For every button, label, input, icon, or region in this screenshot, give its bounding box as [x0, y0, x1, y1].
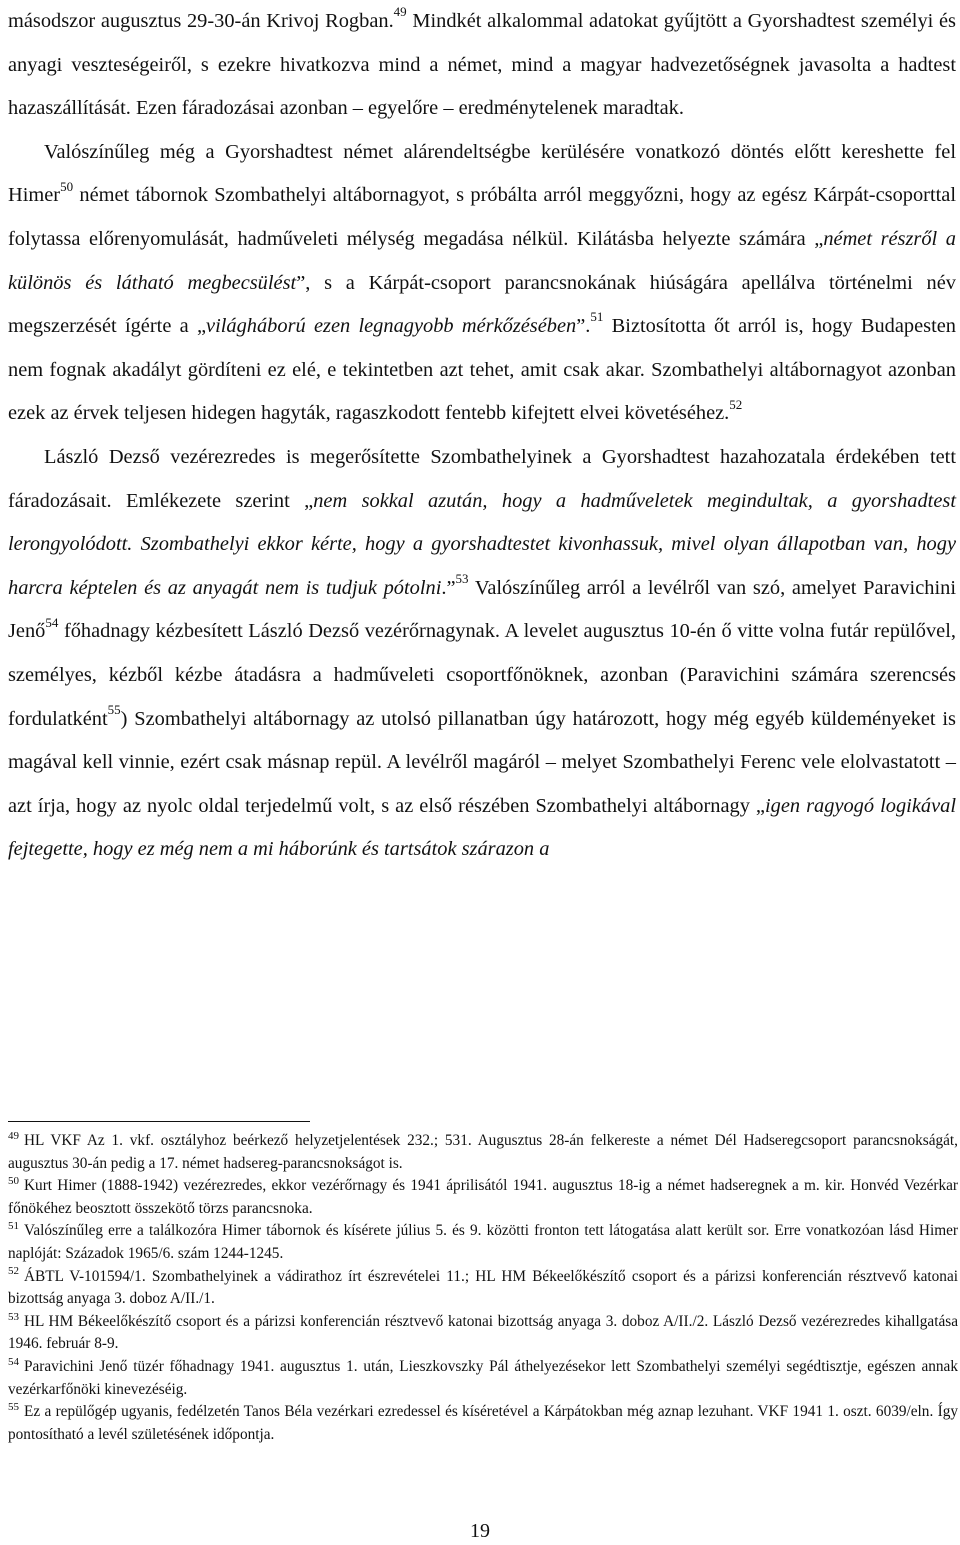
- footnote-text: HL VKF Az 1. vkf. osztályhoz beérkező helyzetjelentések 232.; 531. Augusztus 28-án felkereste a német Dél Hadseregcsoport parancsnokságát, augusztus 30-án pedig a 17. német hadsereg-parancsnokságot is.: [8, 1132, 958, 1172]
- quote-italic: német részről a különös és látható megbecsülést: [8, 227, 956, 294]
- footnote-text: ÁBTL V-101594/1. Szombathelyinek a vádirathoz írt észrevételei 11.; HL HM Békeelőkészítő csoport és a párizsi konferencián résztvevő katonai bizottság anyaga 3. doboz A/II./1.: [8, 1267, 958, 1308]
- quote-italic: nem sokkal azután, hogy a hadműveletek megindultak, a gyorshadtest lerongyolódott. Szombathelyi ekkor kérte, hogy a gyorshadtestet kivonhassuk, mivel olyan állapotban van, hogy harcra képtelen és az anyagát nem is tudjuk pótolni: [8, 489, 956, 599]
- footnote-ref: 54: [45, 614, 59, 630]
- text-run: főhadnagy kézbesített László Dezső vezérőrnagynak. A levelet augusztus 10-én ő vitte volna futár repülővel, személyes, kézből kézbe átadásra a hadműveleti csoportfőnöknek, azonban (Paravichini számára szerencsés fordulatként: [8, 620, 956, 730]
- text-run: ”.: [576, 315, 591, 338]
- footnote-text: Valószínűleg erre a találkozóra Himer tábornok és kísérete július 5. és 9. közötti fronton tett látogatása alatt került sor. Erre vonatkozóan lásd Himer naplóját: Századok 1965/6. szám 1244-1245.: [8, 1222, 958, 1262]
- text-run: László Dezső vezérezredes is megerősítette Szombathelyinek a Gyorshadtest hazahozatala érdekében tett fáradozásait. Emlékezete szerint „: [8, 445, 956, 512]
- text-run: német tábornok Szombathelyi altábornagyot, s próbálta arról meggyőzni, hogy az egész Kárpát-csoporttal folytassa előrenyomulását, hadműveleti mélység megadása nélkül. Kilátásba helyezte számára „: [8, 184, 956, 250]
- quote-italic: igen ragyogó logikával fejtegette, hogy ez még nem a mi háborúnk és tartsátok szárazon a: [8, 794, 956, 861]
- page: [8, 0, 956, 872]
- paragraph: [8, 0, 956, 131]
- footnote-text: Ez a repülőgép ugyanis, fedélzetén Tanos Béla vezérkari ezredessel és kíséretével a Kárpátokban még aznap lezuhant. VKF 1941 1. oszt. 6039/eln. Így pontosítható a levél születésének időpontja.: [8, 1403, 958, 1443]
- text-run: másodszor augusztus 29-30-án Krivoj Rogban.: [8, 10, 394, 32]
- footnote: [8, 1220, 958, 1265]
- footnote-number: 55: [8, 1401, 19, 1414]
- footnote: [8, 1401, 958, 1446]
- quote-italic: világháború ezen legnagyobb mérkőzésében: [206, 315, 577, 338]
- text-run: ) Szombathelyi altábornagy az utolsó pillanatban úgy határozott, hogy még egyéb küldeményeket is magával kell vinnie, ezért csak másnap repül. A levélről magáról – melyet Szombathelyi Ferenc vele elolvastatott – azt írja, hogy az nyolc oldal terjedelmű volt, s az első részében Szombathelyi altábornagy „: [8, 707, 956, 817]
- text-run: ”, s a Kárpát-csoport parancsnokának hiúságára apellálva történelmi név megszerzését ígérte a „: [8, 271, 956, 338]
- text-run: .”: [441, 576, 456, 599]
- text-run: Valószínűleg még a Gyorshadtest német alárendeltségbe kerülésére vonatkozó döntés előtt kereshette fel Himer: [8, 140, 956, 207]
- text-run: Mindkét alkalommal adatokat gyűjtött a Gyorshadtest személyi és anyagi veszteségeiről, s ezekre hivatkozva mind a német, mind a magyar hadvezetőségnek javasolta a hadtest hazaszállítását. Ezen fáradozásai azonban – egyelőre – eredménytelenek maradtak.: [8, 10, 956, 120]
- page-number: 19: [470, 1520, 490, 1542]
- footnote-ref: 55: [107, 701, 121, 717]
- footnote: [8, 1130, 958, 1175]
- text-run: Valószínűleg arról a levélről van szó, amelyet Paravichini Jenő: [8, 576, 956, 643]
- footnote: [8, 1356, 958, 1401]
- footnote-text: Paravichini Jenő tüzér főhadnagy 1941. augusztus 1. után, Lieszkovszky Pál áthelyezésekor lett Szombathelyi személyi segédtisztje, egészen annak vezérkarfőnöki kinevezéséig.: [8, 1357, 958, 1398]
- footnote: [8, 1175, 958, 1220]
- footnote-ref: 49: [393, 4, 407, 20]
- footnote-number: 53: [8, 1310, 19, 1323]
- body-text: [8, 0, 956, 872]
- footnote-ref: 50: [60, 178, 74, 194]
- footnote-number: 50: [8, 1175, 19, 1188]
- footnote-number: 49: [8, 1129, 19, 1142]
- paragraph: [8, 436, 956, 872]
- footnote: [8, 1311, 958, 1356]
- footnote-ref: 51: [590, 309, 604, 325]
- footnote-ref: 52: [729, 396, 743, 412]
- footnotes: [8, 1130, 958, 1446]
- footnote-number: 52: [8, 1265, 19, 1278]
- paragraph: [8, 131, 956, 436]
- footnote-separator: [8, 1121, 310, 1122]
- footnote-ref: 53: [455, 570, 469, 586]
- footnote-text: HL HM Békeelőkészítő csoport és a párizsi konferencián résztvevő katonai bizottság anyaga 3. doboz A/II./2. László Dezső vezérezredes kihallgatása 1946. február 8-9.: [8, 1312, 958, 1353]
- footnote: [8, 1266, 958, 1311]
- footnote-text: Kurt Himer (1888-1942) vezérezredes, ekkor vezérőrnagy és 1941 áprilisától 1941. augusztus 18-ig a német hadseregnek a m. kir. Honvéd Vezérkar főnökéhez beosztott összekötő törzs parancsnoka.: [8, 1177, 958, 1217]
- text-run: Biztosította őt arról is, hogy Budapesten nem fognak akadályt gördíteni ez elé, e tekintetben azt tehet, amit csak akar. Szombathelyi altábornagyot azonban ezek az érvek teljesen hidegen hagyták, ragaszkodott fentebb kifejtett elvei követéséhez.: [8, 315, 956, 425]
- footnote-number: 54: [8, 1355, 19, 1368]
- footnote-number: 51: [8, 1220, 19, 1233]
